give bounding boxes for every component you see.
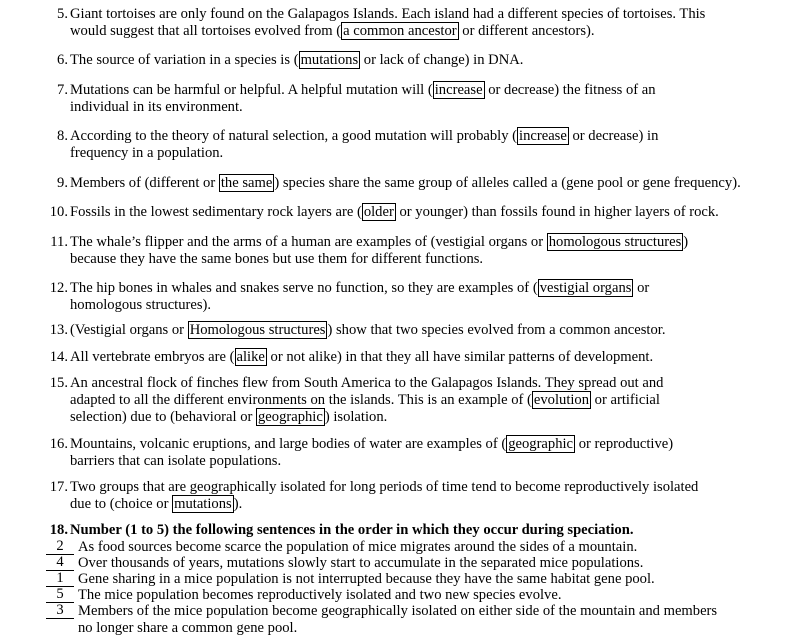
ordering-item-text: Gene sharing in a mice population is not interrupted because they have the same habitat gene pool. — [78, 571, 655, 587]
question-text-before: Mountains, volcanic eruptions, and large bodies of water are examples of ( — [70, 436, 507, 452]
question-text — [70, 128, 660, 162]
question-text-after: ). — [233, 496, 243, 512]
answer-box: vestigial organs — [539, 280, 632, 296]
answer-box: homologous structures — [548, 234, 682, 250]
answer-box: older — [363, 204, 394, 220]
question-text-before: The hip bones in whales and snakes serve no function, so they are examples of ( — [70, 280, 538, 296]
question-number: 9. — [57, 175, 68, 191]
question-text-before: An ancestral flock of finches flew from South America to the Galapagos Islands. They spread out and adapted to all the different environments on the islands. This is an example of ( — [70, 375, 664, 408]
question-text-after: or artificial selection) due to (behavioral or — [70, 392, 660, 425]
question-number: 7. — [57, 82, 68, 98]
question-text — [70, 52, 740, 69]
answer-box: the same — [220, 175, 273, 191]
question-text — [70, 204, 740, 221]
question-text-before: Fossils in the lowest sedimentary rock layers are ( — [70, 204, 362, 220]
question-text-after: or lack of change) in DNA. — [360, 52, 524, 68]
question-text-after: or decrease) in frequency in a population. — [70, 128, 659, 161]
question-text — [70, 349, 740, 366]
question-18-heading: Number (1 to 5) the following sentences in the order in which they occur during speciation. — [70, 522, 634, 538]
answer-box: geographic — [508, 436, 574, 452]
question-number: 5. — [57, 6, 68, 22]
question-text-before: According to the theory of natural selection, a good mutation will probably ( — [70, 128, 518, 144]
question-number: 16. — [49, 436, 68, 452]
ordering-item-text: Over thousands of years, mutations slowly start to accumulate in the separated mice populations. — [78, 555, 644, 571]
question-text-before: Two groups that are geographically isolated for long periods of time tend to become reproductively isolated due to (choice or — [70, 479, 699, 512]
question-number: 14. — [49, 349, 68, 365]
answer-box: Homologous structures — [189, 322, 326, 338]
question-text — [70, 234, 710, 268]
question-text-after: ) species share the same group of alleles called a (gene pool or gene frequency). — [274, 175, 741, 191]
question-number: 17. — [49, 479, 68, 495]
question-text — [70, 436, 710, 470]
question-text-after: or younger) than fossils found in higher layers of rock. — [395, 204, 719, 220]
question-text-after: or different ancestors). — [458, 23, 595, 39]
question-text-after: or reproductive) barriers that can isolate populations. — [70, 436, 674, 469]
question-text — [70, 322, 740, 339]
question-text-after: or homologous structures). — [70, 280, 650, 313]
ordering-item-text: As food sources become scarce the population of mice migrates around the sides of a mountain. — [78, 539, 638, 555]
answer-box: alike — [236, 349, 265, 365]
question-text-before: All vertebrate embryos are ( — [70, 349, 235, 365]
question-text-before: Mutations can be harmful or helpful. A helpful mutation will ( — [70, 82, 433, 98]
answer-box: mutations — [174, 496, 232, 512]
question-number: 10. — [49, 204, 68, 220]
answer-blank: 5 — [46, 587, 74, 603]
answer-blank: 1 — [46, 571, 74, 587]
answer-box: evolution — [533, 392, 590, 408]
answer-box: a common ancestor — [343, 23, 457, 39]
question-number: 18. — [49, 522, 68, 538]
question-text-after: or not alike) in that they all have similar patterns of development. — [266, 349, 654, 365]
question-text-after: ) show that two species evolved from a common ancestor. — [327, 322, 666, 338]
question-text-after: ) because they have the same bones but use them for different functions. — [70, 234, 689, 267]
answer-box: increase — [519, 128, 567, 144]
question-text — [70, 479, 710, 513]
question-number: 15. — [49, 375, 68, 391]
answer-box-2: geographic — [258, 409, 323, 425]
ordering-item-text: Members of the mice population become geographically isolated on either side of the mountain and members no longer share a common gene pool. — [78, 603, 718, 636]
question-text — [70, 375, 710, 426]
question-number: 12. — [49, 280, 68, 296]
question-number: 8. — [57, 128, 68, 144]
question-text-before: The whale’s flipper and the arms of a human are examples of (vestigial organs or — [70, 234, 547, 250]
question-number: 6. — [57, 52, 68, 68]
question-text — [70, 6, 740, 40]
question-text — [70, 175, 770, 192]
answer-blank: 3 — [46, 603, 74, 619]
question-text-before: Giant tortoises are only found on the Galapagos Islands. Each island had a different species of tortoises. This would suggest that all tortoises evolved from ( — [70, 6, 706, 39]
question-text-before: (Vestigial organs or — [70, 322, 188, 338]
question-text-before: The source of variation in a species is ( — [70, 52, 299, 68]
question-text — [70, 82, 660, 116]
question-text — [70, 280, 670, 314]
answer-blank: 2 — [46, 539, 74, 555]
ordering-item-text: The mice population becomes reproductively isolated and two new species evolve. — [78, 587, 562, 603]
answer-blank: 4 — [46, 555, 74, 571]
question-number: 11. — [50, 234, 68, 250]
answer-box: increase — [434, 82, 483, 98]
question-text-before: Members of (different or — [70, 175, 219, 191]
question-text-after: or decrease) the fitness of an individual in its environment. — [70, 82, 656, 115]
question-text-after-2: ) isolation. — [324, 409, 388, 425]
answer-box: mutations — [300, 52, 359, 68]
question-number: 13. — [49, 322, 68, 338]
